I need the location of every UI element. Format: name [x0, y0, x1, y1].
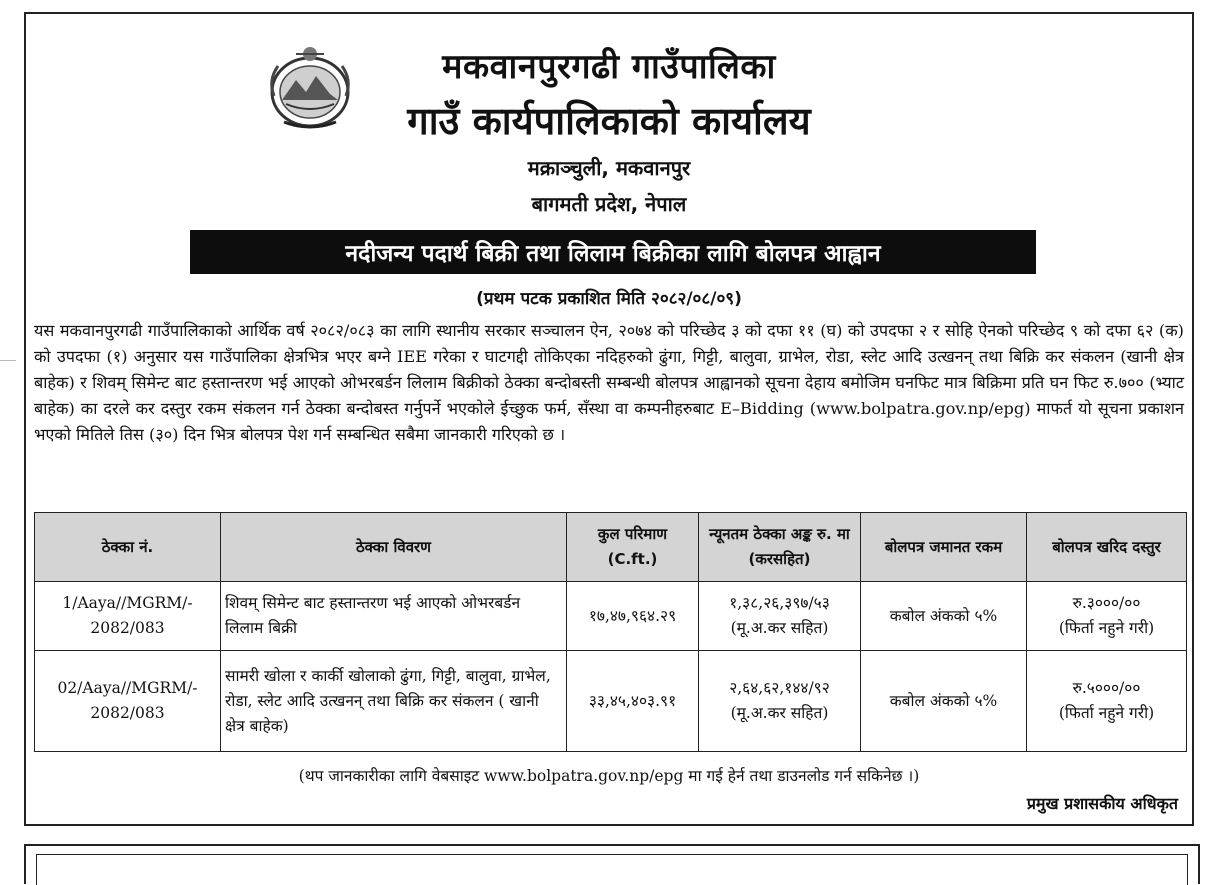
header-quantity: कुल परिमाण (C.ft.)	[567, 513, 699, 582]
notice-body: यस मकवानपुरगढी गाउँपालिकाको आर्थिक वर्ष २०८२/०८३ का लागि स्थानीय सरकार सञ्चालन ऐन, २०७४ को परिच्छेद ३ को दफा ११ (घ) को उपदफा २ र सोहि ऐनको परिच्छेद ९ को दफा ६२ (क) को उपदफा (१) अनुसार यस गाउँपालिका क्षेत्रभित्र भएर बग्ने IEE गरेका र घाटगद्दी तोकिएका नदिहरुको ढुंगा, गिट्टी, बालुवा, ग्राभेल, रोडा, स्लेट आदि उत्खनन् तथा बिक्रि कर संकलन (खानी क्षेत्र बाहेक) र शिवम् सिमेन्ट बाट हस्तान्तरण भई आएको ओभरबर्डन लिलाम बिक्रीको ठेक्का बन्दोबस्ती सम्बन्धी बोलपत्र आह्वानको सूचना देहाय बमोजिम घनफिट मात्र बिक्रिमा प्रति घन फिट रु.७०० (भ्याट बाहेक) का दरले कर दस्तुर रकम संकलन गर्न ठेक्का बन्दोबस्त गर्नुपर्ने भएकोले ईच्छुक फर्म, सँस्था वा कम्पनीहरुबाट E–Bidding (www.bolpatra.gov.np/epg) माफर्त यो सूचना प्रकाशन भएको मितिले तिस (३०) दिन भित्र बोलपत्र पेश गर्न सम्बन्धित सबैमा जानकारी गरिएको छ ।	[34, 321, 1184, 444]
contract-no: 02/Aaya//MGRM/- 2082/083	[35, 651, 221, 752]
header-min-amount: न्यूनतम ठेक्का अङ्क रु. मा (करसहित)	[699, 513, 861, 582]
table-row	[35, 582, 1187, 651]
contract-no: 1/Aaya//MGRM/- 2082/083	[35, 582, 221, 651]
notice-title: नदीजन्य पदार्थ बिक्री तथा लिलाम बिक्रीका लागि बोलपत्र आह्वान	[345, 241, 881, 267]
fee-note: (फिर्ता नहुने गरी)	[1058, 704, 1155, 722]
signatory-title: प्रमुख प्रशासकीय अधिकृत	[1026, 794, 1178, 813]
table-header-row	[35, 513, 1187, 582]
quantity: १७,४७,९६४.२९	[567, 582, 699, 651]
header-contract-no: ठेक्का नं.	[35, 513, 221, 582]
fee-amount: रु.५०००/००	[1072, 679, 1141, 697]
edge-rule	[0, 360, 16, 361]
min-amount-note: (मू.अ.कर सहित)	[730, 704, 829, 722]
fee-cell	[1027, 651, 1187, 752]
header-security: बोलपत्र जमानत रकम	[861, 513, 1027, 582]
more-info-note: (थप जानकारीका लागि वेबसाइट www.bolpatra.gov.np/epg मा गई हेर्न तथा डाउनलोड गर्न सकिनेछ ।)	[298, 767, 920, 785]
quantity: ३३,४५,४०३.९१	[567, 651, 699, 752]
fee-cell	[1027, 582, 1187, 651]
security-amount: कबोल अंकको ५%	[861, 582, 1027, 651]
notice-title-banner	[190, 230, 1036, 274]
min-amount-note: (मू.अ.कर सहित)	[730, 619, 829, 637]
contract-description: सामरी खोला र कार्की खोलाको ढुंगा, गिट्टी, बालुवा, ग्राभेल, रोडा, स्लेट आदि उत्खनन् तथा बिक्रि कर संकलन ( खानी क्षेत्र बाहेक)	[221, 651, 567, 752]
tender-notice	[24, 12, 1194, 826]
min-amount: २,६४,६२,१४४/९२	[729, 679, 830, 697]
publication-date: (प्रथम पटक प्रकाशित मिति २०८२/०८/०९)	[476, 289, 742, 309]
office-province: बागमती प्रदेश, नेपाल	[531, 192, 687, 216]
fee-note: (फिर्ता नहुने गरी)	[1058, 619, 1155, 637]
min-amount-cell	[699, 582, 861, 651]
header-fee: बोलपत्र खरिद दस्तुर	[1027, 513, 1187, 582]
table-row	[35, 651, 1187, 752]
fee-amount: रु.३०००/००	[1072, 594, 1141, 612]
contract-description: शिवम् सिमेन्ट बाट हस्तान्तरण भई आएको ओभरबर्डन लिलाम बिक्री	[221, 582, 567, 651]
security-amount: कबोल अंकको ५%	[861, 651, 1027, 752]
next-notice-border	[24, 844, 1200, 884]
office-address: मक्राञ्चुली, मकवानपुर	[527, 156, 691, 180]
bid-table	[34, 512, 1187, 752]
header-description: ठेक्का विवरण	[221, 513, 567, 582]
min-amount: १,३८,२६,३९७/५३	[729, 594, 830, 612]
min-amount-cell	[699, 651, 861, 752]
office-name: गाउँ कार्यपालिकाको कार्यालय	[407, 99, 811, 143]
org-name: मकवानपुरगढी गाउँपालिका	[442, 47, 776, 87]
